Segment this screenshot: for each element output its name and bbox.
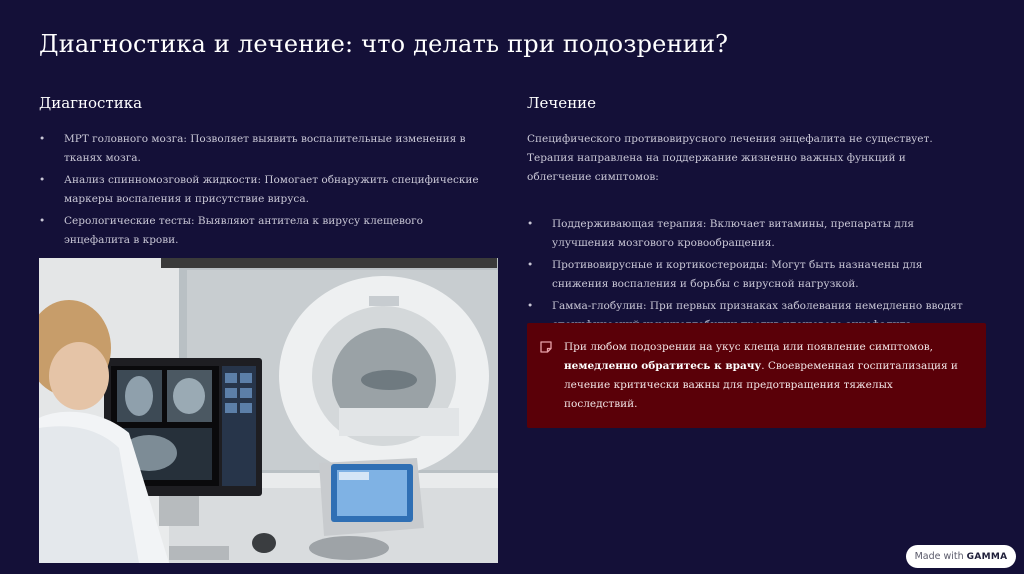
note-icon: [539, 339, 553, 353]
list-item-text: Серологические тесты: Выявляют антитела к вирусу клещевого энцефалита в крови.: [64, 215, 424, 246]
list-item: [527, 256, 967, 294]
made-with-gamma-badge[interactable]: [906, 545, 1016, 568]
gamma-logo: GAMMA: [966, 551, 1008, 562]
treatment-intro: Специфического противовирусного лечения энцефалита не существует. Терапия направлена на поддержание жизненно важных функций и облегчение симптомов:: [527, 133, 933, 183]
badge-prefix: Made with: [914, 551, 964, 562]
list-item-text: МРТ головного мозга: Позволяет выявить воспалительные изменения в тканях мозга.: [64, 133, 466, 164]
list-item-text: Гамма-глобулин: При первых признаках заболевания немедленно вводят: [552, 300, 963, 312]
treatment-heading: Лечение: [527, 94, 597, 112]
callout-text-after: . Своевременная госпитализация и лечение критически важны для предотвращения тяжелых последствий.: [564, 360, 958, 410]
list-item: [527, 215, 967, 253]
list-item: [39, 130, 479, 168]
bullet-icon: •: [527, 218, 534, 230]
slide-title: Диагностика и лечение: что делать при подозрении?: [39, 30, 729, 58]
list-item: [39, 171, 479, 209]
bullet-icon: •: [527, 259, 534, 271]
callout-text: [564, 338, 969, 414]
bullet-icon: •: [39, 133, 46, 145]
warning-callout: [527, 323, 986, 428]
bullet-icon: •: [39, 215, 46, 227]
callout-text-bold: немедленно обратитесь к врачу: [564, 360, 762, 372]
bullet-icon: •: [39, 174, 46, 186]
list-item-text: Противовирусные и кортикостероиды: Могут быть назначены для снижения воспаления и борьбы с вирусной нагрузкой.: [552, 259, 923, 290]
list-item-text: Поддерживающая терапия: Включает витамины, препараты для улучшения мозгового кровообращения.: [552, 218, 915, 249]
diagnostics-column: [39, 94, 479, 253]
diagnostics-heading: Диагностика: [39, 94, 143, 112]
treatment-list: [527, 215, 967, 335]
mri-room-photo: [39, 258, 498, 563]
list-item-text: Анализ спинномозговой жидкости: Помогает обнаружить специфические маркеры воспаления и присутствие вируса.: [64, 174, 479, 205]
list-item: [39, 212, 479, 250]
treatment-column: [527, 94, 967, 338]
bullet-icon: •: [527, 300, 534, 312]
diagnostics-list: [39, 130, 479, 250]
callout-text-before: При любом подозрении на укус клеща или появление симптомов,: [564, 341, 934, 353]
